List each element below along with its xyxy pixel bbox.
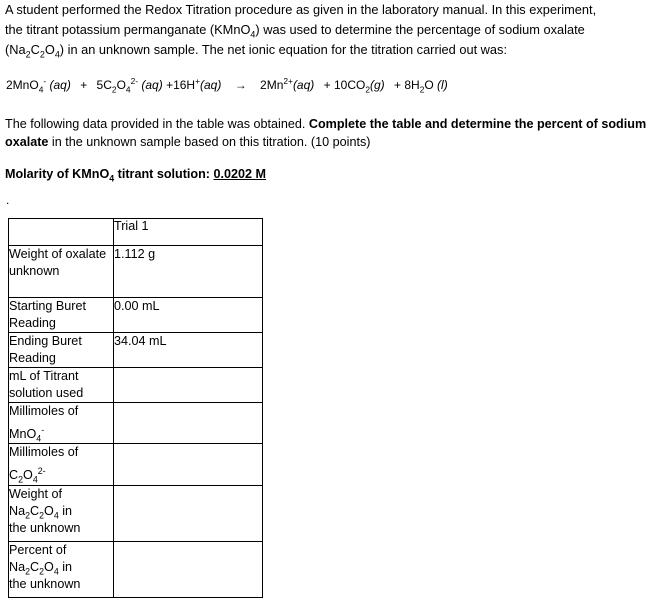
formula-text: O	[44, 560, 54, 574]
formula-text: C	[30, 560, 40, 574]
formula-text: Na	[9, 504, 26, 518]
instructions-text: The following data provided in the table was obtained.	[5, 117, 309, 131]
row-label	[9, 486, 114, 542]
intro-text: ) was used to determine the percentage of sodium oxalate	[255, 22, 585, 37]
subscript: 4	[32, 474, 38, 485]
row-label-text: in	[58, 504, 73, 518]
row-label-text: Percent of	[9, 543, 67, 557]
equation-term: + 10CO	[323, 78, 366, 92]
state-label: (aq)	[292, 78, 315, 92]
formula-text: C	[9, 468, 19, 482]
stray-dot: .	[6, 193, 10, 207]
molarity-label: Molarity of KMnO	[5, 167, 110, 181]
subscript: 4	[36, 433, 42, 444]
row-label-text: Weight of	[9, 487, 62, 501]
row-label: Weight of oxalate unknown	[9, 246, 114, 298]
table-row	[9, 246, 263, 298]
superscript: 2-	[37, 465, 46, 476]
molarity-value: 0.0202 M	[213, 167, 267, 181]
intro-text: ) in an unknown sample. The net ionic equation for the titration carried out was:	[59, 42, 507, 57]
subscript: 2	[39, 510, 45, 521]
row-value[interactable]	[114, 444, 263, 486]
state-label: (g)	[370, 78, 385, 92]
table-row	[9, 333, 263, 368]
state-label: (l)	[433, 78, 448, 92]
subscript: 2	[25, 49, 31, 60]
row-label-text: the unknown	[9, 521, 81, 535]
subscript: 4	[53, 566, 59, 577]
subscript: 4	[38, 84, 44, 95]
intro-line-1: A student performed the Redox Titration procedure as given in the laboratory manual. In this experiment,	[5, 2, 597, 17]
state-label: (aq)	[200, 78, 222, 92]
subscript: 4	[53, 510, 59, 521]
table-header-row	[9, 219, 263, 246]
formula-text: O	[23, 468, 33, 482]
superscript: 2-	[130, 76, 139, 86]
net-ionic-equation	[6, 77, 656, 93]
titration-data-table	[8, 218, 263, 598]
intro-text: (Na	[5, 42, 26, 57]
equation-term: +16H	[166, 78, 196, 92]
table-row	[9, 298, 263, 333]
trial-header: Trial 1	[114, 219, 263, 246]
superscript: 2+	[283, 76, 293, 86]
superscript: -	[43, 76, 47, 86]
molarity-label: titrant solution:	[114, 167, 214, 181]
subscript: 2	[25, 510, 31, 521]
superscript: +	[195, 76, 200, 86]
subscript: 2	[25, 566, 31, 577]
row-label: mL of Titrant solution used	[9, 368, 114, 403]
row-value[interactable]: 1.112 g	[114, 246, 263, 298]
row-label: Starting Buret Reading	[9, 298, 114, 333]
subscript: 2	[18, 474, 24, 485]
row-value[interactable]	[114, 403, 263, 444]
row-label-text: in	[58, 560, 73, 574]
table-corner-cell[interactable]	[9, 219, 114, 246]
instructions-bold: Complete the table and determine the percent of sodium oxalate	[5, 117, 647, 149]
subscript: 4	[250, 29, 256, 40]
formula-text: C	[30, 504, 40, 518]
table-row	[9, 444, 263, 486]
superscript: -	[41, 424, 45, 435]
equation-term: + 8H	[394, 78, 420, 92]
intro-paragraph	[5, 0, 660, 60]
subscript: 4	[125, 84, 131, 95]
table-row	[9, 403, 263, 444]
molarity-line	[5, 165, 266, 183]
row-label-formula	[9, 426, 44, 443]
plus-sign: +	[80, 78, 88, 92]
formula-text: O	[44, 504, 54, 518]
table-row	[9, 542, 263, 598]
intro-text: the titrant potassium permanganate (KMnO	[5, 22, 251, 37]
state-label: (aq)	[138, 78, 163, 92]
row-value[interactable]	[114, 486, 263, 542]
formula-text: Na	[9, 560, 26, 574]
row-label-text: the unknown	[9, 577, 81, 591]
equation-term: O	[116, 78, 126, 92]
instructions-text: in the unknown sample based on this titration. (10 points)	[48, 135, 371, 149]
subscript: 2	[39, 49, 45, 60]
reaction-arrow: →	[234, 78, 247, 92]
subscript: 2	[365, 84, 370, 95]
equation-term: 5C	[96, 78, 112, 92]
row-value[interactable]: 34.04 mL	[114, 333, 263, 368]
subscript: 4	[54, 49, 60, 60]
equation-term: 2Mn	[260, 78, 284, 92]
row-label	[9, 403, 114, 444]
subscript: 2	[39, 566, 45, 577]
row-label-formula	[9, 467, 46, 484]
intro-text: O	[44, 42, 55, 57]
row-label-text: Millimoles of	[9, 445, 79, 459]
subscript: 2	[111, 84, 117, 95]
row-value[interactable]	[114, 368, 263, 403]
row-value[interactable]: 0.00 mL	[114, 298, 263, 333]
state-label: (aq)	[46, 78, 71, 92]
subscript: 2	[419, 84, 425, 95]
table-row	[9, 486, 263, 542]
instructions-paragraph	[5, 115, 660, 151]
table-row	[9, 368, 263, 403]
equation-term: O	[424, 78, 434, 92]
row-value[interactable]	[114, 542, 263, 598]
row-label: Ending Buret Reading	[9, 333, 114, 368]
row-label	[9, 444, 114, 486]
equation-term: 2MnO	[6, 78, 39, 92]
formula-text: MnO	[9, 427, 37, 441]
subscript: 4	[109, 173, 115, 184]
row-label	[9, 542, 114, 598]
row-label-text: Millimoles of	[9, 404, 79, 418]
intro-text: C	[30, 42, 40, 57]
